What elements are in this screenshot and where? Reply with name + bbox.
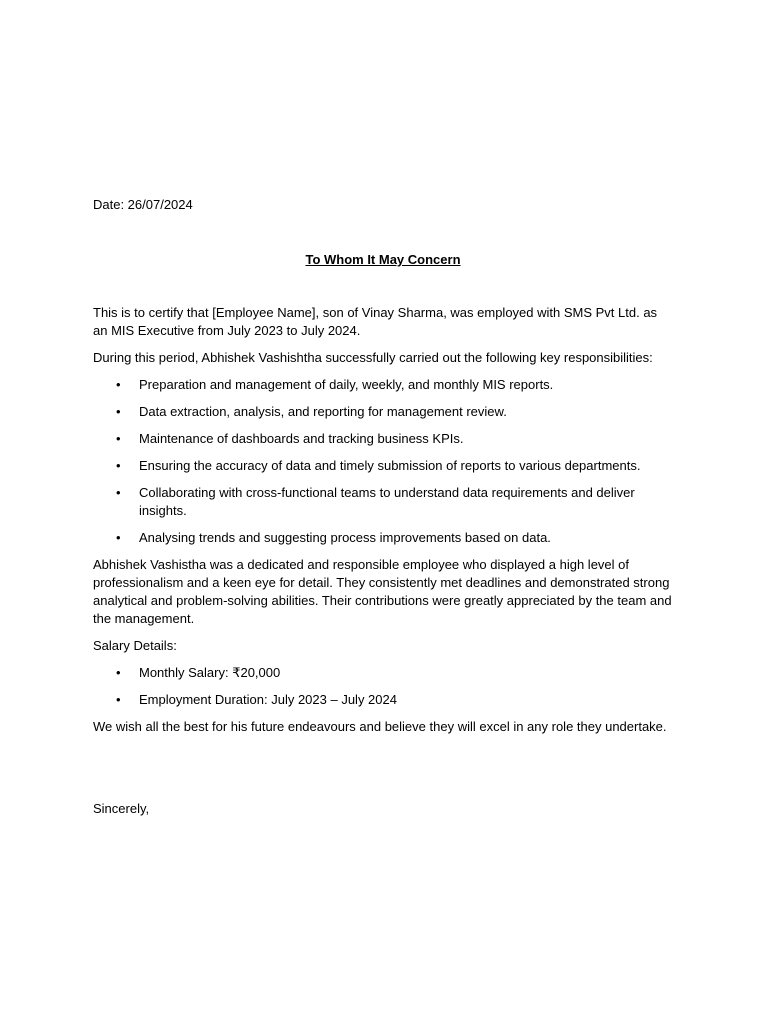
bullet-icon: • (116, 431, 121, 446)
list-item-text: Maintenance of dashboards and tracking business KPIs. (139, 431, 464, 446)
list-item (93, 430, 673, 448)
list-item (93, 664, 673, 682)
list-item (93, 529, 673, 547)
responsibilities-intro: During this period, Abhishek Vashishtha successfully carried out the following key responsibilities: (93, 350, 653, 365)
list-item-text: Preparation and management of daily, weekly, and monthly MIS reports. (139, 377, 554, 392)
salary-heading: Salary Details: (93, 638, 177, 653)
letter-date: Date: 26/07/2024 (93, 197, 193, 212)
bullet-icon: • (116, 692, 121, 707)
intro-paragraph: This is to certify that [Employee Name], son of Vinay Sharma, was employed with SMS Pvt Ltd. as an MIS Executive from July 2023 to July 2024. (93, 305, 658, 338)
bullet-icon: • (116, 377, 121, 392)
list-item-text: Monthly Salary: ₹20,000 (139, 665, 281, 680)
salary-list (93, 664, 673, 709)
list-item (93, 484, 673, 520)
list-item-text: Data extraction, analysis, and reporting for management review. (139, 404, 507, 419)
list-item-text: Ensuring the accuracy of data and timely submission of reports to various departments. (139, 458, 641, 473)
bullet-icon: • (116, 404, 121, 419)
list-item-text: Employment Duration: July 2023 – July 2024 (139, 692, 397, 707)
list-item-text: Collaborating with cross-functional teams to understand data requirements and deliver insights. (139, 485, 635, 518)
letter-body (93, 196, 673, 827)
bullet-icon: • (116, 665, 121, 680)
bullet-icon: • (116, 458, 121, 473)
assessment-paragraph: Abhishek Vashistha was a dedicated and responsible employee who displayed a high level of professionalism and a keen eye for detail. They consistently met deadlines and demonstrated strong analytical and problem-solving abilities. Their contributions were greatly appreciated by the team and the management. (93, 557, 672, 626)
wishes-paragraph: We wish all the best for his future endeavours and believe they will excel in any role they undertake. (93, 719, 667, 734)
bullet-icon: • (116, 530, 121, 545)
list-item-text: Analysing trends and suggesting process improvements based on data. (139, 530, 551, 545)
closing-line: Sincerely, (93, 801, 150, 816)
responsibilities-list (93, 376, 673, 547)
list-item (93, 457, 673, 475)
list-item (93, 376, 673, 394)
list-item (93, 691, 673, 709)
bullet-icon: • (116, 485, 121, 500)
letter-subject: To Whom It May Concern (305, 252, 461, 267)
list-item (93, 403, 673, 421)
